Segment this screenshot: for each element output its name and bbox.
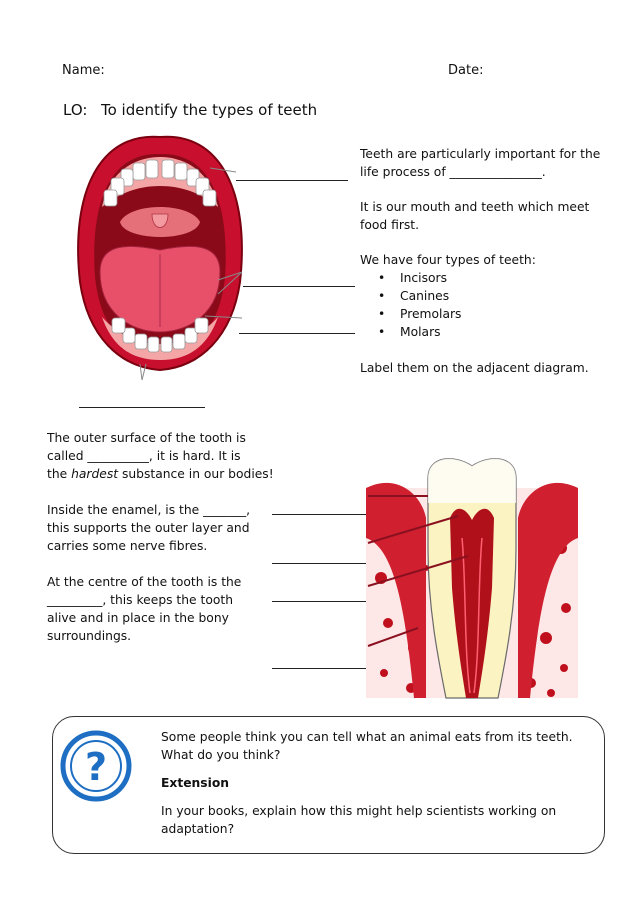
name-label: Name: (62, 63, 105, 78)
pulp-line: At the centre of the tooth is the (47, 575, 242, 589)
pulp-line: _________, this keeps the tooth (47, 593, 234, 607)
pulp-line: surroundings. (47, 629, 132, 643)
tooth-label-blank-3[interactable] (272, 601, 368, 602)
tooth-label-blank-2[interactable] (272, 563, 366, 564)
lo-label: LO: (63, 101, 88, 119)
teeth-types-heading: We have four types of teeth: (360, 253, 536, 267)
extension-heading: Extension (161, 776, 230, 790)
tooth-label-blank-1[interactable] (272, 514, 368, 515)
task-line: adaptation? (161, 822, 235, 836)
intro-line: It is our mouth and teeth which meet (360, 200, 590, 214)
enamel-line: called __________, it is hard. It is (47, 449, 241, 463)
question-glyph: ? (84, 745, 108, 789)
list-item: • Molars (400, 323, 600, 341)
dentine-line: this supports the outer layer and (47, 521, 250, 535)
question-line: Some people think you can tell what an animal eats from its teeth. (161, 730, 573, 744)
dentine-line: Inside the enamel, is the _______, (47, 503, 251, 517)
question-icon (60, 730, 132, 802)
hardest-emphasis: hardest (71, 467, 119, 481)
date-label: Date: (448, 63, 484, 78)
mouth-diagram (60, 132, 260, 382)
mouth-label-blank-3[interactable] (239, 333, 355, 334)
teeth-types-list (360, 269, 600, 341)
intro-line: Teeth are particularly important for the (360, 147, 601, 161)
pulp-line: alive and in place in the bony (47, 611, 229, 625)
extension-text (161, 728, 573, 838)
tooth-label-blank-4[interactable] (272, 668, 372, 669)
instruction-text: Label them on the adjacent diagram. (360, 361, 589, 375)
intro-line: life process of _______________. (360, 165, 546, 179)
enamel-line: the hardest substance in our bodies! (47, 467, 274, 481)
dentine-line: carries some nerve fibres. (47, 539, 208, 553)
list-item: • Incisors (400, 269, 600, 287)
list-item: • Premolars (400, 305, 600, 323)
intro-text (360, 145, 600, 377)
intro-line: food first. (360, 218, 420, 232)
mouth-label-blank-1[interactable] (236, 180, 348, 181)
list-item: • Canines (400, 287, 600, 305)
question-line: What do you think? (161, 748, 281, 762)
lo-title: To identify the types of teeth (101, 101, 318, 119)
mouth-label-blank-4[interactable] (79, 407, 205, 408)
tooth-diagram (366, 448, 578, 698)
task-line: In your books, explain how this might help scientists working on (161, 804, 557, 818)
enamel-line: The outer surface of the tooth is (47, 431, 246, 445)
tooth-text (47, 429, 287, 645)
mouth-label-blank-2[interactable] (243, 286, 355, 287)
